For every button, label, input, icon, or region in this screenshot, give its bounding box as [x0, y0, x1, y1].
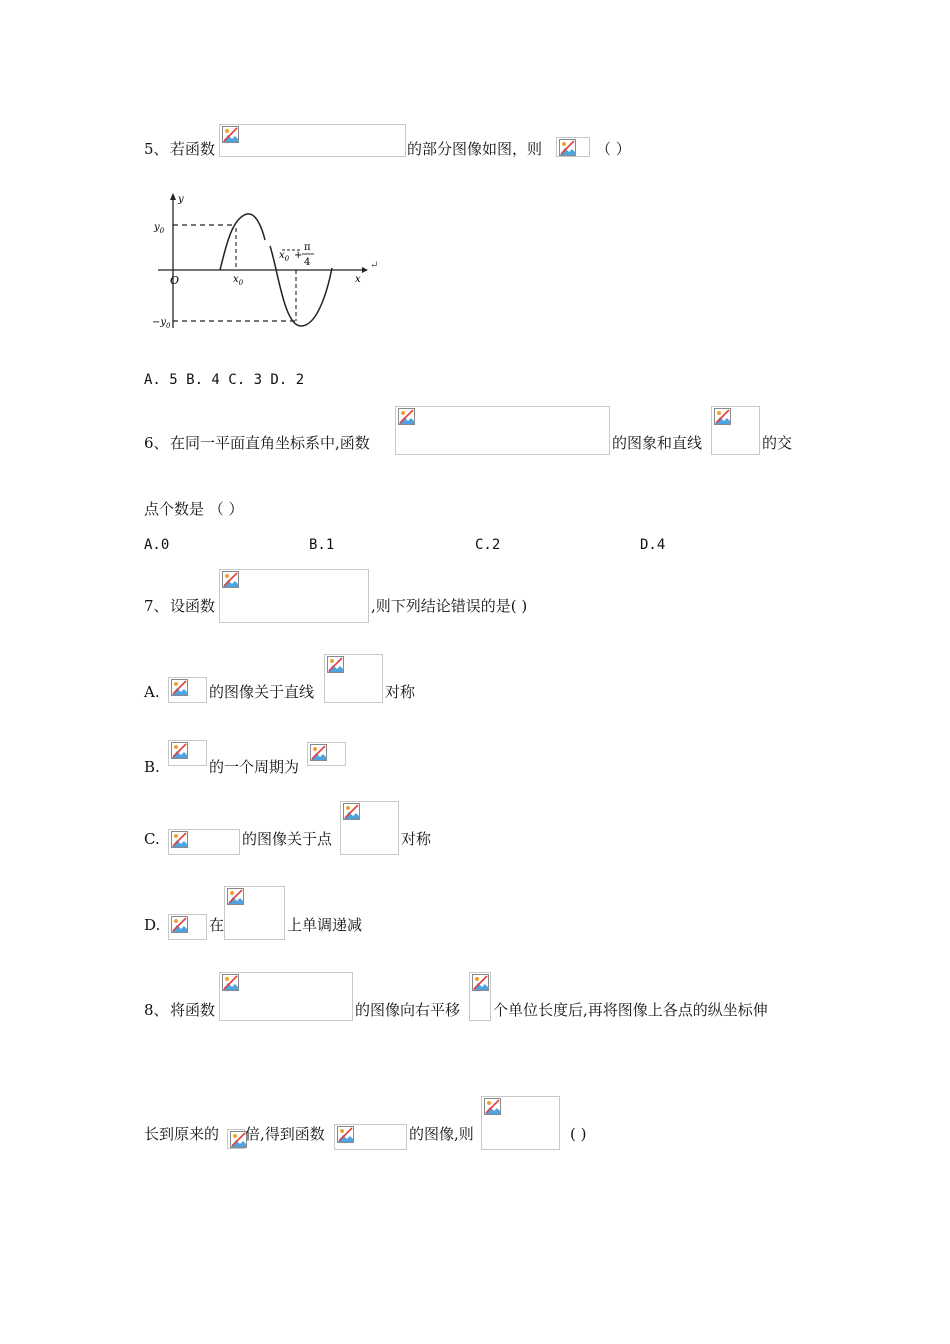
q5-paren: （ ）	[596, 140, 631, 158]
q8-text-2: 的图像向右平移	[355, 1001, 461, 1019]
q8-paren: ( )	[570, 1125, 587, 1143]
broken-image-icon	[171, 916, 188, 933]
q6-function-image	[395, 406, 610, 455]
broken-image-icon	[310, 744, 327, 761]
q7-d-func-image	[168, 914, 207, 940]
q7-option-c-text-1: 的图像关于点	[242, 830, 333, 848]
broken-image-icon	[222, 974, 239, 991]
q7-option-c-label: C.	[144, 830, 160, 848]
q5-options: A. 5 B. 4 C. 3 D. 2	[144, 372, 305, 388]
q8-shift-image	[469, 972, 491, 1021]
q7-text-2: ,则下列结论错误的是( )	[371, 597, 528, 615]
broken-image-icon	[337, 1126, 354, 1143]
q7-c-point-image	[340, 801, 399, 855]
q7-b-func-image	[168, 740, 207, 766]
origin-label: O	[170, 274, 180, 287]
q7-option-d-label: D.	[144, 916, 161, 934]
q8-factor-image	[227, 1129, 245, 1149]
y0-label: $y_0$	[154, 222, 165, 235]
q7-function-image	[219, 569, 369, 623]
q8-text-1: 将函数	[170, 1001, 216, 1019]
four-label: 4	[304, 257, 311, 268]
broken-image-icon	[559, 139, 576, 156]
broken-image-icon	[171, 742, 188, 759]
broken-image-icon	[398, 408, 415, 425]
q6-option-a: A.0	[144, 537, 170, 553]
q7-d-interval-image	[224, 886, 285, 940]
q6-text-3: 的交	[762, 434, 793, 452]
q5-text-2: 的部分图像如图，则	[407, 140, 543, 158]
broken-image-icon	[484, 1098, 501, 1115]
q8-text-6: 的图像,则	[409, 1125, 474, 1143]
broken-image-icon	[343, 803, 360, 820]
q7-text-1: 设函数	[170, 597, 216, 615]
q7-option-b-text-1: 的一个周期为	[209, 758, 300, 776]
q5-answer-image	[556, 137, 590, 157]
x-axis-label: x	[355, 274, 361, 285]
return-mark: ↵	[370, 260, 379, 271]
q7-c-func-image	[168, 829, 240, 855]
q7-option-c-text-2: 对称	[401, 830, 432, 848]
q6-text-2: 的图象和直线	[612, 434, 703, 452]
q8-number: 8、	[144, 1001, 169, 1019]
x0-plus-label: $x_0$	[279, 250, 290, 263]
q8-function-image	[219, 972, 353, 1021]
x0-label: $x_0$	[233, 274, 244, 287]
q5-formula-image	[219, 124, 406, 157]
q6-number: 6、	[144, 434, 169, 452]
q7-a-line-image	[324, 654, 383, 703]
neg-y0-label: $-y_0$	[152, 317, 171, 330]
q6-line-image	[711, 406, 760, 455]
broken-image-icon	[171, 831, 188, 848]
curve-segment-1	[220, 214, 265, 270]
q7-option-a-text-1: 的图像关于直线	[209, 683, 315, 701]
q6-text-4: 点个数是 （ ）	[144, 500, 244, 518]
q8-text-5: 倍,得到函数	[245, 1125, 325, 1143]
broken-image-icon	[714, 408, 731, 425]
broken-image-icon	[327, 656, 344, 673]
broken-image-icon	[227, 888, 244, 905]
q7-option-d-text-1: 在	[209, 916, 225, 934]
q7-number: 7、	[144, 597, 169, 615]
q7-option-a-text-2: 对称	[385, 683, 416, 701]
q7-option-b-label: B.	[144, 758, 160, 776]
q7-option-d-text-2: 上单调递减	[287, 916, 363, 934]
q6-option-b: B.1	[309, 537, 335, 553]
q5-graph	[152, 188, 387, 336]
q7-option-a-label: A.	[144, 683, 160, 701]
q6-option-c: C.2	[475, 537, 501, 553]
q8-result-func-image	[334, 1124, 407, 1150]
q5-text-1: 若函数	[170, 140, 216, 158]
broken-image-icon	[222, 571, 239, 588]
q6-text-1: 在同一平面直角坐标系中,函数	[170, 434, 370, 452]
q6-option-d: D.4	[640, 537, 666, 553]
q8-text-3: 个单位长度后,再将图像上各点的纵坐标伸	[493, 1001, 768, 1019]
broken-image-icon	[171, 679, 188, 696]
y-axis-label: y	[178, 194, 184, 205]
q8-text-4: 长到原来的	[144, 1125, 220, 1143]
plus-sign: +	[294, 250, 303, 261]
broken-image-icon	[222, 126, 239, 143]
q5-number: 5、	[144, 140, 169, 158]
q7-b-period-image	[307, 742, 346, 766]
pi-label: π	[304, 242, 311, 253]
broken-image-icon	[472, 974, 489, 991]
q8-answer-image	[481, 1096, 560, 1150]
q7-a-func-image	[168, 677, 207, 703]
